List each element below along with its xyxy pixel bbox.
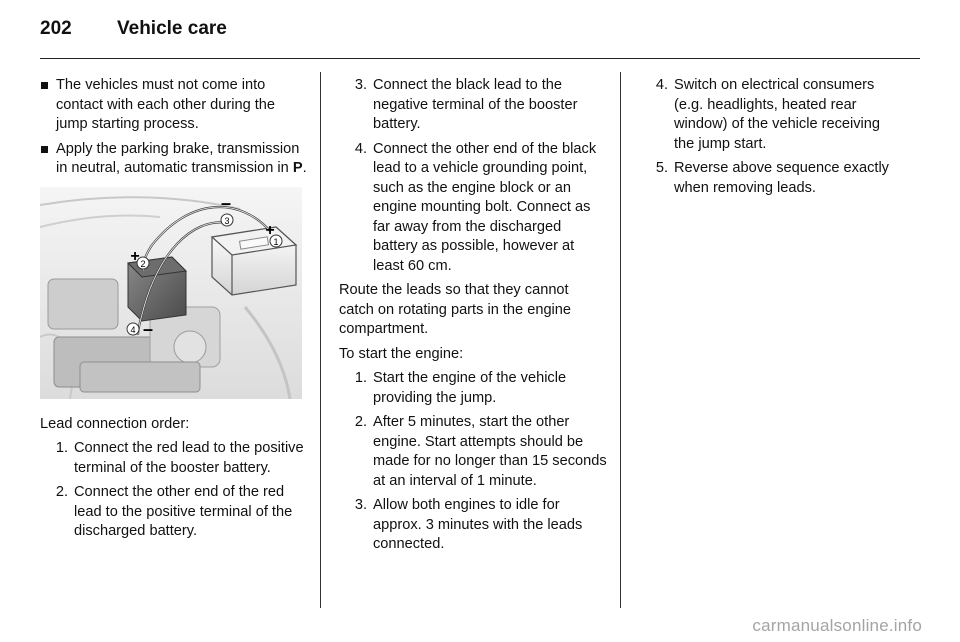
step-text: Connect the black lead to the negative terminal of the booster battery. (373, 77, 578, 132)
column-divider-1 (320, 72, 321, 608)
step-text: Reverse above sequence exactly when removing leads. (674, 160, 889, 196)
step-text: After 5 minutes, start the other engine. Start attempts should be made for no longer than 15 seconds at an interval of 1 minute. (373, 414, 607, 489)
jump-start-illustration (40, 187, 302, 399)
list-item (50, 483, 308, 542)
list-item (650, 159, 904, 198)
route-leads-paragraph: Route the leads so that they cannot catch on rotating parts in the engine compartment. (339, 282, 572, 337)
page-number: 202 (40, 18, 72, 39)
step-number: 4. (655, 77, 668, 93)
minus-terminal-label-booster: – (220, 192, 232, 213)
square-bullet-icon (41, 82, 48, 89)
plus-terminal-label-booster: + (265, 221, 275, 239)
bullet-item (40, 76, 308, 135)
list-item (50, 439, 308, 478)
step-number: 3. (354, 77, 367, 93)
step-text: Connect the other end of the black lead to a vehicle grounding point, such as the engine block or an engine mounting bolt. Connect as far away from the discharged battery as possible, however at least 60 cm. (373, 140, 597, 274)
engine-bay-drawing (40, 187, 302, 399)
column-divider-2 (620, 72, 621, 608)
step-number: 2. (354, 414, 367, 430)
list-item (349, 413, 607, 491)
ground-point-label: – (142, 318, 154, 339)
list-item (349, 369, 607, 408)
list-item (349, 76, 607, 135)
step-number: 2. (55, 484, 68, 500)
list-item (349, 140, 607, 277)
page-header (40, 18, 227, 48)
start-steps-list-continued (650, 76, 904, 198)
bullet-text-after: . (302, 160, 307, 176)
start-steps-list (349, 369, 607, 555)
column-1 (40, 76, 308, 547)
step-number: 4. (354, 140, 367, 157)
step-number: 3. (354, 497, 367, 513)
step-text: Connect the red lead to the positive terminal of the booster battery. (74, 440, 304, 476)
header-divider (40, 58, 920, 59)
page-title: Vehicle care (117, 18, 227, 39)
step-text: Connect the other end of the red lead to the positive terminal of the discharged battery. (74, 484, 293, 539)
callout-3: 3 (224, 215, 230, 226)
callout-1: 1 (273, 236, 279, 247)
start-engine-heading: To start the engine: (339, 345, 464, 362)
step-number: 1. (55, 440, 68, 456)
step-text: Start the engine of the vehicle providing the jump. (373, 370, 567, 406)
callout-4: 4 (130, 324, 136, 335)
step-number: 5. (655, 160, 668, 176)
column-3 (640, 76, 904, 203)
bullet-text-before: Apply the parking brake, transmission in neutral, automatic transmission in (56, 140, 300, 176)
bullet-item (40, 140, 308, 179)
step-text: Switch on electrical consumers (e.g. headlights, heated rear window) of the vehicle receiving the jump start. (674, 77, 881, 152)
step-number: 1. (354, 370, 367, 386)
column-2 (339, 76, 607, 560)
gear-position-label: P (292, 160, 303, 176)
square-bullet-icon (41, 146, 48, 153)
list-item (349, 496, 607, 555)
footer-watermark: carmanualsonline.info (752, 616, 922, 635)
lead-order-heading: Lead connection order: (40, 415, 190, 432)
bullet-text: The vehicles must not come into contact with each other during the jump starting process. (56, 77, 276, 132)
list-item (650, 76, 904, 154)
lead-steps-list-continued (349, 76, 607, 276)
step-text: Allow both engines to idle for approx. 3 minutes with the leads connected. (373, 497, 583, 552)
bullet-list (40, 76, 308, 179)
lead-steps-list (50, 439, 308, 542)
plus-terminal-label-discharged: + (130, 247, 140, 265)
callout-2: 2 (140, 258, 146, 269)
